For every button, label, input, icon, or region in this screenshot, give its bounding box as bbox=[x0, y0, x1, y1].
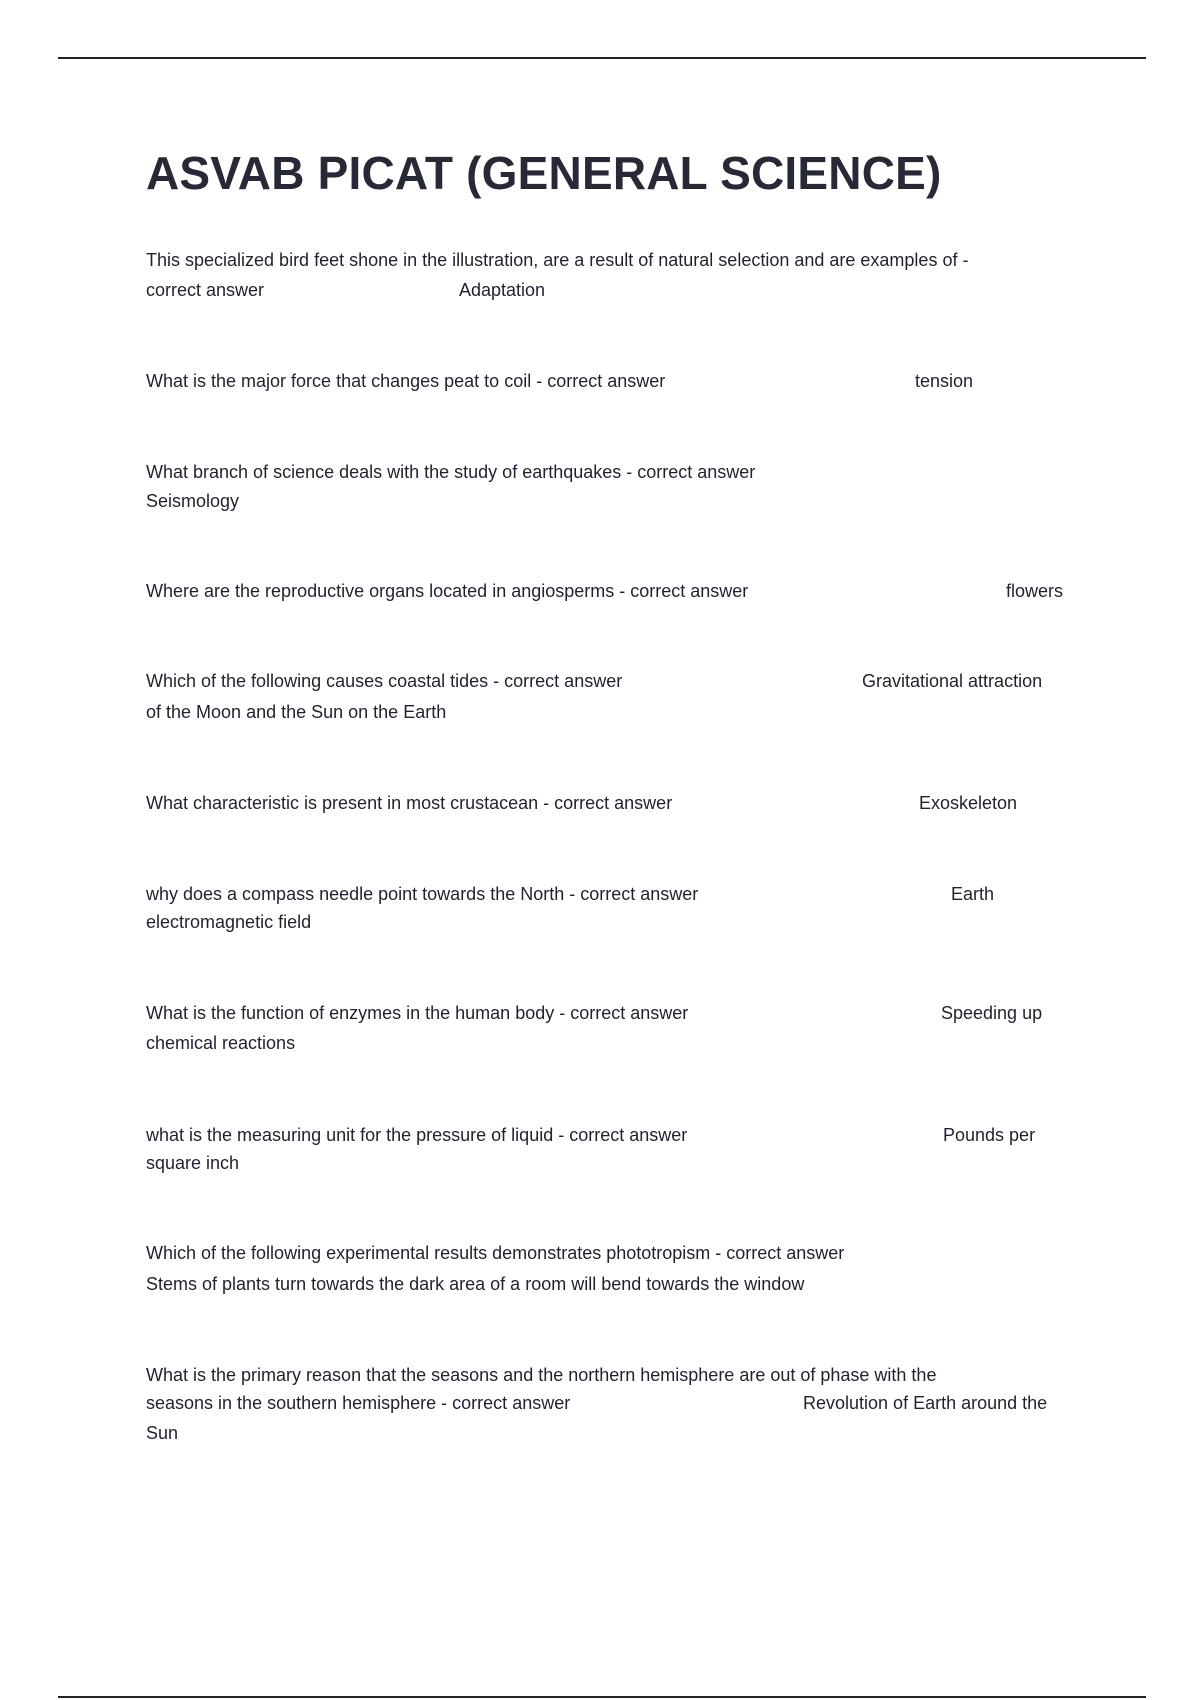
question-text: what is the measuring unit for the pressure of liquid - correct answer bbox=[146, 1125, 688, 1145]
question-text: What characteristic is present in most crustacean - correct answer bbox=[146, 793, 673, 813]
question-text: seasons in the southern hemisphere - correct answer bbox=[146, 1393, 571, 1413]
answer-text-continued: electromagnetic field bbox=[146, 912, 312, 932]
question-text: What is the primary reason that the seasons and the northern hemisphere are out of phase with the bbox=[146, 1365, 937, 1385]
answer-text: Speeding up bbox=[941, 1003, 1043, 1023]
answer-text: tension bbox=[915, 371, 974, 391]
question-text: What branch of science deals with the study of earthquakes - correct answer bbox=[146, 462, 756, 482]
answer-text: Seismology bbox=[146, 491, 240, 511]
question-text: This specialized bird feet shone in the illustration, are a result of natural selection and are examples of - bbox=[146, 250, 969, 270]
question-text: Which of the following causes coastal tides - correct answer bbox=[146, 671, 623, 691]
question-text: Where are the reproductive organs located in angiosperms - correct answer bbox=[146, 581, 749, 601]
answer-text: Exoskeleton bbox=[919, 793, 1018, 813]
page-title: ASVAB PICAT (GENERAL SCIENCE) bbox=[146, 147, 942, 199]
answer-text: Earth bbox=[951, 884, 995, 904]
question-text: What is the major force that changes peat to coil - correct answer bbox=[146, 371, 666, 391]
answer-text-continued: of the Moon and the Sun on the Earth bbox=[146, 702, 447, 722]
bottom-rule bbox=[58, 1696, 1146, 1698]
answer-text: Adaptation bbox=[459, 280, 546, 300]
question-text: correct answer bbox=[146, 280, 265, 300]
top-rule bbox=[58, 57, 1146, 59]
answer-text: flowers bbox=[1006, 581, 1064, 601]
answer-text-continued: square inch bbox=[146, 1153, 240, 1173]
answer-text: Pounds per bbox=[943, 1125, 1036, 1145]
question-text: Which of the following experimental results demonstrates phototropism - correct answer bbox=[146, 1243, 845, 1263]
answer-text: Stems of plants turn towards the dark area of a room will bend towards the window bbox=[146, 1274, 805, 1294]
question-text: What is the function of enzymes in the human body - correct answer bbox=[146, 1003, 689, 1023]
answer-text-continued: chemical reactions bbox=[146, 1033, 296, 1053]
answer-text-continued: Sun bbox=[146, 1423, 179, 1443]
answer-text: Gravitational attraction bbox=[862, 671, 1043, 691]
question-text: why does a compass needle point towards the North - correct answer bbox=[146, 884, 699, 904]
answer-text: Revolution of Earth around the bbox=[803, 1393, 1048, 1413]
